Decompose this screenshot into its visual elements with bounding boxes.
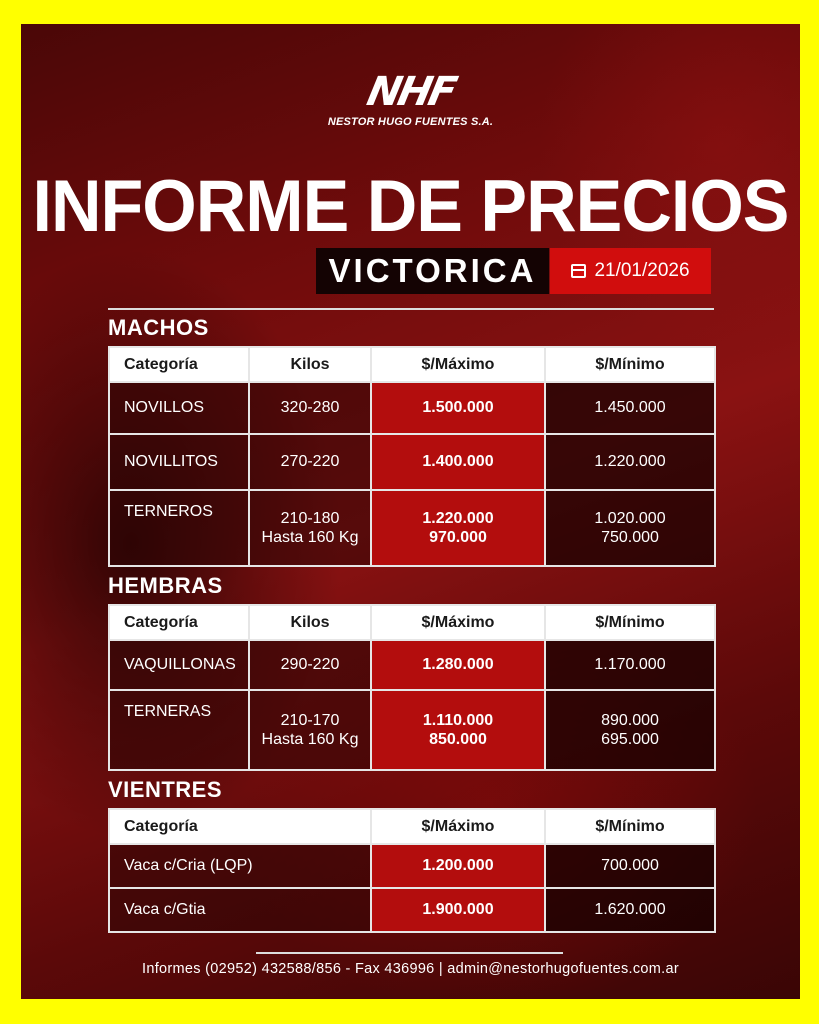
table-row <box>109 434 715 490</box>
row-max-price: 1.200.000 <box>371 844 545 888</box>
row-min-price: 1.450.000 <box>545 382 715 434</box>
section-title-hembras: HEMBRAS <box>108 573 223 598</box>
company-name: NESTOR HUGO FUENTES S.A. <box>327 116 494 128</box>
row-min-price: 1.220.000 <box>545 434 715 490</box>
table-row <box>109 382 715 434</box>
row-categoria: NOVILLITOS <box>109 434 249 490</box>
table-row <box>109 888 715 932</box>
row-min-price: 1.620.000 <box>545 888 715 932</box>
header-minimo: $/Mínimo <box>545 809 715 844</box>
header-maximo: $/Máximo <box>371 809 545 844</box>
max-price-line: 970.000 <box>429 529 487 546</box>
min-price-line: 750.000 <box>601 529 659 546</box>
logo-mark: NHF <box>362 69 459 115</box>
row-min-price <box>545 690 715 770</box>
section-divider <box>108 308 714 310</box>
row-categoria: Vaca c/Gtia <box>109 888 371 932</box>
row-kilos: 270-220 <box>249 434 371 490</box>
row-max-price: 1.500.000 <box>371 382 545 434</box>
header-categoria: Categoría <box>109 347 249 382</box>
row-max-price: 1.400.000 <box>371 434 545 490</box>
row-kilos: 290-220 <box>249 640 371 690</box>
row-max-price: 1.280.000 <box>371 640 545 690</box>
section-title-machos: MACHOS <box>108 315 209 340</box>
row-min-price <box>545 490 715 566</box>
row-kilos <box>249 690 371 770</box>
max-price-line: 1.110.000 <box>422 712 494 729</box>
header-maximo: $/Máximo <box>371 347 545 382</box>
row-categoria: NOVILLOS <box>109 382 249 434</box>
header-kilos: Kilos <box>249 605 371 640</box>
calendar-icon <box>571 264 586 278</box>
row-categoria: TERNEROS <box>109 490 249 566</box>
row-kilos: 320-280 <box>249 382 371 434</box>
kilos-line: Hasta 160 Kg <box>261 731 359 748</box>
table-row <box>109 844 715 888</box>
contact-footer: Informes (02952) 432588/856 - Fax 436996 | admin@nestorhugofuentes.com.ar <box>142 961 679 977</box>
header-kilos: Kilos <box>249 347 371 382</box>
report-date-text: 21/01/2026 <box>594 260 690 281</box>
report-title: INFORME DE PRECIOS <box>32 165 789 247</box>
row-kilos <box>249 490 371 566</box>
min-price-line: 1.020.000 <box>594 510 666 527</box>
machos-table <box>108 346 716 567</box>
kilos-line: 210-180 <box>280 510 340 527</box>
vientres-table <box>108 808 716 933</box>
company-logo <box>21 69 800 128</box>
location-label: VICTORICA <box>316 248 549 294</box>
table-row <box>109 690 715 770</box>
header-categoria: Categoría <box>109 605 249 640</box>
report-date <box>550 248 711 294</box>
max-price-line: 1.220.000 <box>422 510 494 527</box>
row-min-price: 700.000 <box>545 844 715 888</box>
kilos-line: 210-170 <box>280 712 340 729</box>
price-report-poster <box>21 24 800 999</box>
header-maximo: $/Máximo <box>371 605 545 640</box>
row-categoria: VAQUILLONAS <box>109 640 249 690</box>
table-row <box>109 640 715 690</box>
kilos-line: Hasta 160 Kg <box>261 529 359 546</box>
header-minimo: $/Mínimo <box>545 347 715 382</box>
section-title-vientres: VIENTRES <box>108 777 223 802</box>
min-price-line: 695.000 <box>601 731 659 748</box>
max-price-line: 850.000 <box>429 731 487 748</box>
header-minimo: $/Mínimo <box>545 605 715 640</box>
hembras-table <box>108 604 716 771</box>
footer-divider <box>256 952 563 954</box>
row-min-price: 1.170.000 <box>545 640 715 690</box>
row-max-price <box>371 490 545 566</box>
row-max-price: 1.900.000 <box>371 888 545 932</box>
table-row <box>109 490 715 566</box>
row-max-price <box>371 690 545 770</box>
row-categoria: Vaca c/Cria (LQP) <box>109 844 371 888</box>
row-categoria: TERNERAS <box>109 690 249 770</box>
min-price-line: 890.000 <box>601 712 659 729</box>
header-categoria: Categoría <box>109 809 371 844</box>
